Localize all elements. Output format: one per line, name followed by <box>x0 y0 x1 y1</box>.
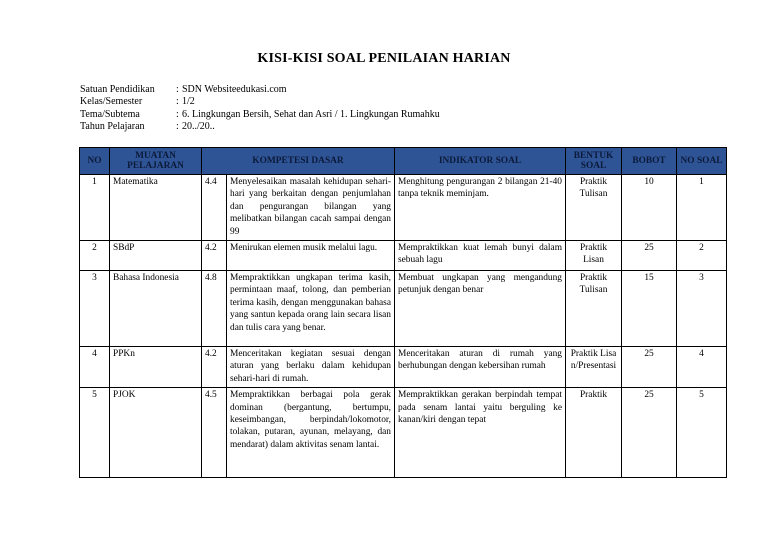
info-value: 1/2 <box>182 96 195 108</box>
cell-muatan: SBdP <box>110 241 202 271</box>
header-no: NO <box>80 148 110 175</box>
header-kompetensi-dasar: KOMPETESI DASAR <box>202 148 395 175</box>
info-value: 6. Lingkungan Bersih, Sehat dan Asri / 1. Lingkungan Rumahku <box>182 108 440 120</box>
cell-no: 1 <box>80 175 110 241</box>
cell-bentuk: Praktik <box>566 388 622 478</box>
cell-no-soal: 2 <box>677 241 727 271</box>
document-info <box>80 84 440 134</box>
cell-muatan: PPKn <box>110 347 202 388</box>
info-separator: : <box>176 108 179 120</box>
info-label: Tahun Pelajaran <box>80 121 145 133</box>
cell-no-soal: 5 <box>677 388 727 478</box>
table-header-row <box>80 148 727 175</box>
header-bentuk-soal: BENTUK SOAL <box>566 148 622 175</box>
table-row <box>80 241 727 271</box>
header-no-soal: NO SOAL <box>677 148 727 175</box>
cell-bentuk: Praktik Lisan <box>566 241 622 271</box>
cell-no: 5 <box>80 388 110 478</box>
kisi-kisi-table <box>79 147 727 478</box>
header-bobot: BOBOT <box>622 148 677 175</box>
cell-kd-code: 4.2 <box>202 347 227 388</box>
header-muatan-pelajaran: MUATAN PELAJARAN <box>110 148 202 175</box>
cell-no: 2 <box>80 241 110 271</box>
cell-kd-text: Menyelesaikan masalah kehidupan sehari-hari yang berkaitan dengan penjumlahan dan pengurangan bilangan yang melibatkan bilangan cacah sampai dengan 99 <box>227 175 395 241</box>
cell-no: 4 <box>80 347 110 388</box>
info-label: Satuan Pendidikan <box>80 84 155 95</box>
page-title: KISI-KISI SOAL PENILAIAN HARIAN <box>257 51 511 66</box>
cell-kd-code: 4.8 <box>202 271 227 347</box>
info-row-kelas <box>80 96 440 108</box>
cell-bobot: 25 <box>622 388 677 478</box>
cell-kd-code: 4.5 <box>202 388 227 478</box>
info-label: Kelas/Semester <box>80 96 143 108</box>
cell-indikator: Menceritakan aturan di rumah yang berhubungan dengan kebersihan rumah <box>395 347 566 388</box>
cell-kd-text: Mempraktikkan berbagai pola gerak dominan (bergantung, bertumpu, keseimbangan, berpindah/lokomotor, tolakan, putaran, ayunan, melayang, dan mendarat) dalam aktivitas senam lantai. <box>227 388 395 478</box>
info-separator: : <box>176 121 179 133</box>
cell-kd-text: Mempraktikkan ungkapan terima kasih, permintaan maaf, tolong, dan pemberian terima kasih, dengan menggunakan bahasa yang santun kepada orang lain secara lisan dan tulis cara yang benar. <box>227 271 395 347</box>
info-value: SDN Websiteedukasi.com <box>182 84 287 95</box>
cell-bentuk: Praktik Tulisan <box>566 271 622 347</box>
cell-bobot: 15 <box>622 271 677 347</box>
table-row <box>80 347 727 388</box>
cell-bentuk: Praktik Lisan/Presentasi <box>566 347 622 388</box>
info-value: 20../20.. <box>182 121 215 133</box>
table-row <box>80 271 727 347</box>
info-separator: : <box>176 96 179 108</box>
cell-no: 3 <box>80 271 110 347</box>
cell-indikator: Membuat ungkapan yang mengandung petunjuk dengan benar <box>395 271 566 347</box>
cell-kd-code: 4.4 <box>202 175 227 241</box>
cell-indikator: Mempraktikkan gerakan berpindah tempat pada senam lantai yaitu berguling ke kanan/kiri dengan tepat <box>395 388 566 478</box>
cell-muatan: PJOK <box>110 388 202 478</box>
cell-bobot: 25 <box>622 347 677 388</box>
info-row-tahun <box>80 121 440 133</box>
table-row <box>80 388 727 478</box>
info-separator: : <box>176 84 179 95</box>
header-indikator-soal: INDIKATOR SOAL <box>395 148 566 175</box>
cell-indikator: Menghitung pengurangan 2 bilangan 21-40 tanpa teknik meminjam. <box>395 175 566 241</box>
cell-bobot: 25 <box>622 241 677 271</box>
cell-bobot: 10 <box>622 175 677 241</box>
cell-no-soal: 1 <box>677 175 727 241</box>
info-row-satuan <box>80 84 440 96</box>
cell-kd-text: Menirukan elemen musik melalui lagu. <box>227 241 395 271</box>
info-row-tema <box>80 109 440 121</box>
cell-muatan: Matematika <box>110 175 202 241</box>
cell-kd-text: Menceritakan kegiatan sesuai dengan aturan yang berlaku dalam kehidupan sehari-hari di rumah. <box>227 347 395 388</box>
cell-no-soal: 3 <box>677 271 727 347</box>
cell-kd-code: 4.2 <box>202 241 227 271</box>
table-row <box>80 175 727 241</box>
cell-muatan: Bahasa Indonesia <box>110 271 202 347</box>
cell-bentuk: Praktik Tulisan <box>566 175 622 241</box>
cell-indikator: Mempraktikkan kuat lemah bunyi dalam sebuah lagu <box>395 241 566 271</box>
info-label: Tema/Subtema <box>80 108 140 120</box>
cell-no-soal: 4 <box>677 347 727 388</box>
